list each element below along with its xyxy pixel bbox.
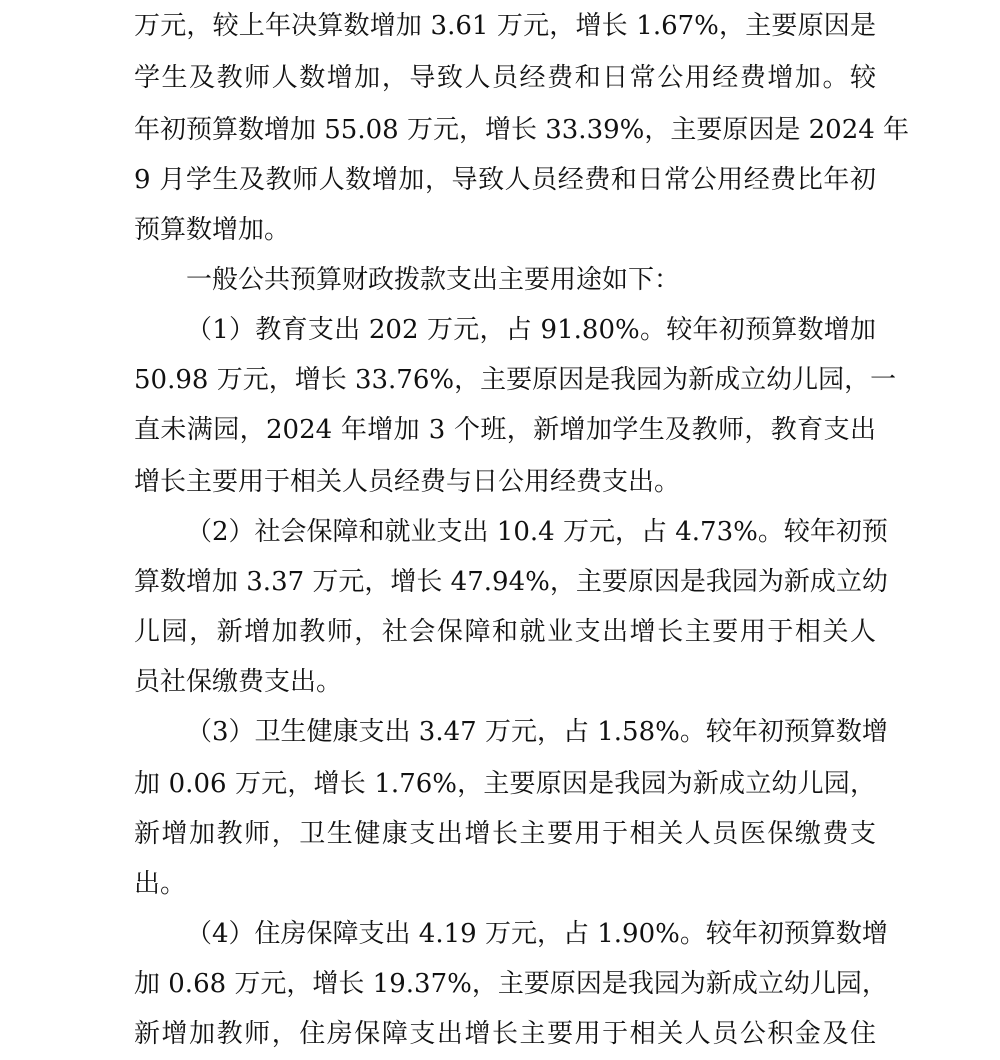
paragraph-heading: 一般公共预算财政拨款支出主要用途如下：: [186, 265, 681, 295]
text-line-2: 学生及教师人数增加，导致人员经费和日常公用经费增加。较: [134, 63, 876, 93]
text-line-10: 增长主要用于相关人员经费与日公用经费支出。: [134, 467, 681, 497]
text-line-16: 加 0.06 万元，增长 1.76%，主要原因是我园为新成立幼儿园，: [134, 769, 876, 799]
text-line-17: 新增加教师，卫生健康支出增长主要用于相关人员医保缴费支: [134, 819, 876, 849]
text-line-19: （4）住房保障支出 4.19 万元，占 1.90%。较年初预算数增: [186, 919, 888, 949]
text-line-21: 新增加教师，住房保障支出增长主要用于相关人员公积金及住: [134, 1019, 876, 1049]
text-line-11: （2）社会保障和就业支出 10.4 万元，占 4.73%。较年初预: [186, 517, 888, 547]
text-line-1: 万元，较上年决算数增加 3.61 万元，增长 1.67%，主要原因是: [134, 11, 876, 41]
text-line-18: 出。: [134, 869, 187, 899]
text-line-9: 直未满园，2024 年增加 3 个班，新增加学生及教师，教育支出: [134, 415, 876, 445]
text-line-20: 加 0.68 万元，增长 19.37%，主要原因是我园为新成立幼儿园，: [134, 969, 888, 999]
text-line-7: （1）教育支出 202 万元，占 91.80%。较年初预算数增加: [186, 315, 876, 345]
text-line-4: 9 月学生及教师人数增加，导致人员经费和日常公用经费比年初: [134, 165, 876, 195]
text-line-3: 年初预算数增加 55.08 万元，增长 33.39%，主要原因是 2024 年: [134, 115, 910, 145]
text-line-5: 预算数增加。: [134, 215, 291, 245]
text-line-8: 50.98 万元，增长 33.76%，主要原因是我园为新成立幼儿园，一: [134, 365, 897, 395]
text-line-13: 儿园，新增加教师，社会保障和就业支出增长主要用于相关人: [134, 617, 876, 647]
text-line-12: 算数增加 3.37 万元，增长 47.94%，主要原因是我园为新成立幼: [134, 567, 888, 597]
text-line-14: 员社保缴费支出。: [134, 667, 343, 697]
text-line-15: （3）卫生健康支出 3.47 万元，占 1.58%。较年初预算数增: [186, 717, 888, 747]
